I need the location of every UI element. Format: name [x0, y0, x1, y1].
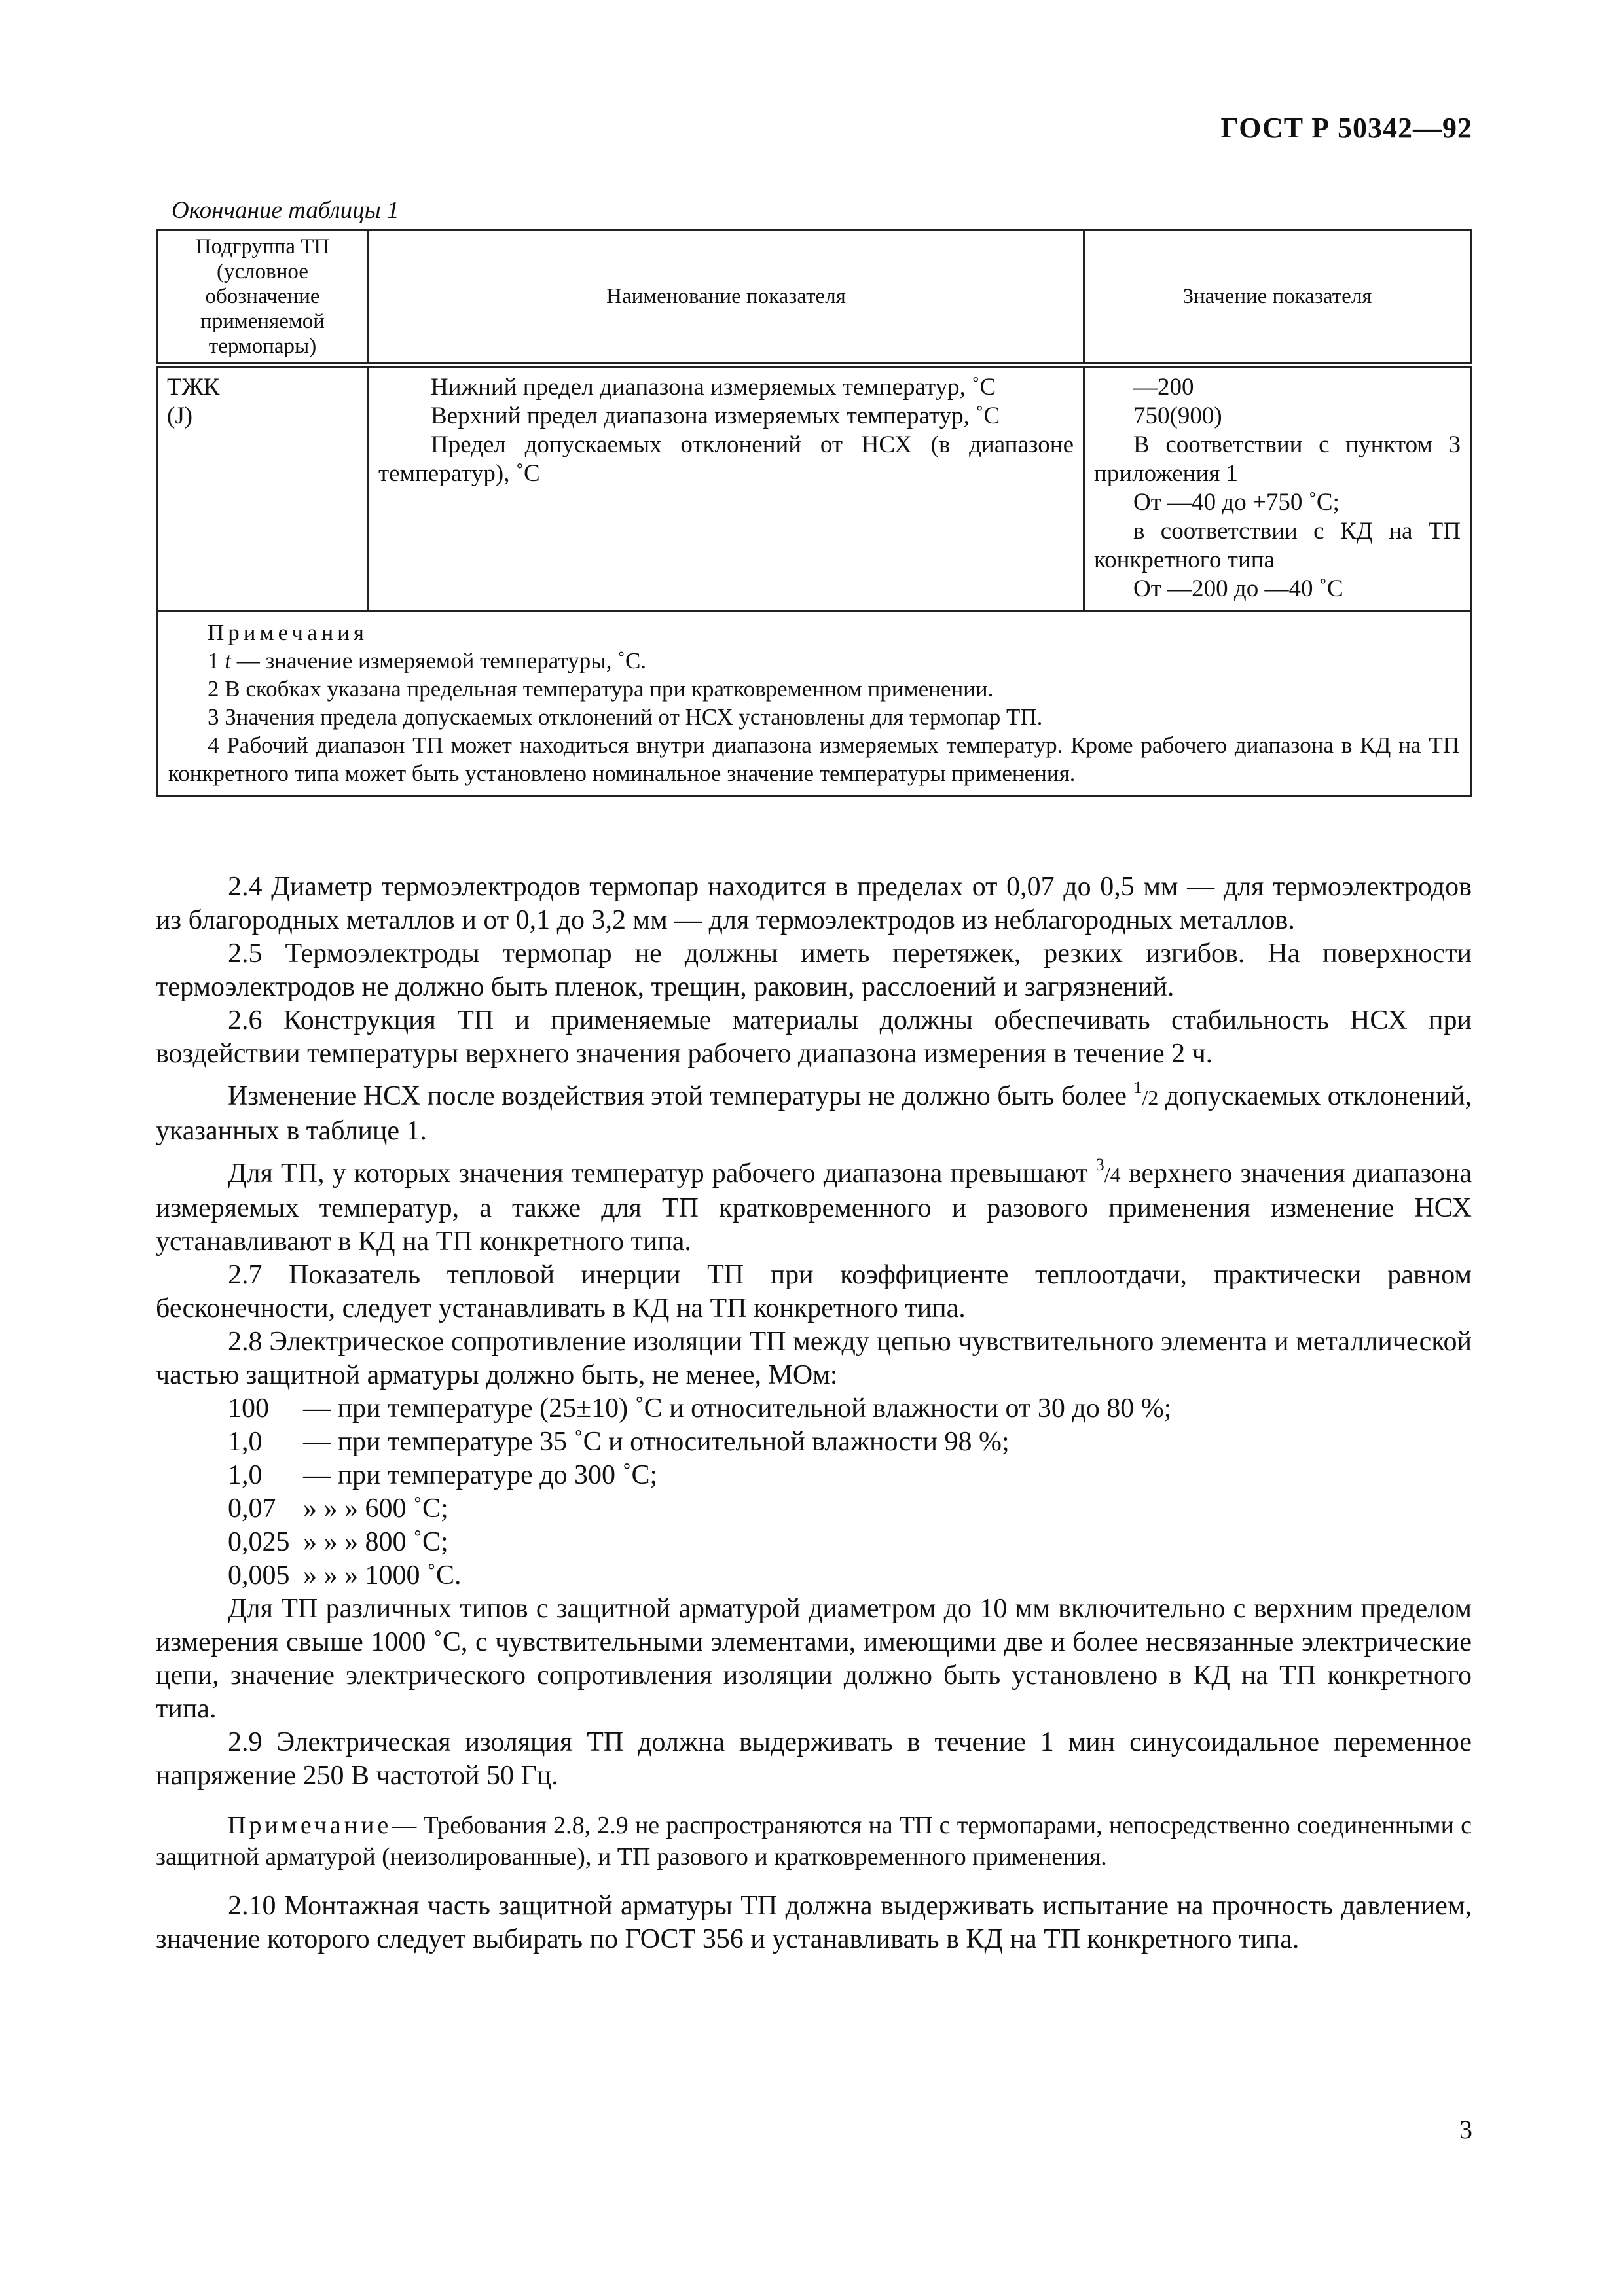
table-notes — [157, 611, 1471, 797]
paragraph-2-9: 2.9 Электрическая изоляция ТП должна выдерживать в течение 1 мин синусоидальное переменное напряжение 250 В частотой 50 Гц. — [156, 1727, 1472, 1791]
note-1 — [168, 647, 1459, 675]
note-text: — Требования 2.8, 2.9 не распространяются на ТП с термопарами, непосредственно соединенными с защитной арматурой (неизолированные), и ТП разового и кратковременного применения. — [156, 1812, 1472, 1871]
resistance-condition: » » » 600 ˚С; — [303, 1494, 448, 1524]
fraction-denominator: /2 — [1142, 1086, 1159, 1109]
paragraph-text: Для ТП, у которых значения температур рабочего диапазона превышают — [228, 1158, 1088, 1189]
resistance-list — [156, 1392, 1472, 1592]
table-header-row — [157, 230, 1471, 365]
indicator-value: От —200 до —40 ˚С — [1133, 575, 1343, 602]
list-item — [156, 1559, 1472, 1592]
paragraph-2-7: 2.7 Показатель тепловой инерции ТП при коэффициенте теплоотдачи, практически равном бесконечности, следует устанавливать в КД на ТП конкретного типа. — [156, 1260, 1472, 1323]
table-caption: Окончание таблицы 1 — [172, 197, 399, 224]
note-2: 2 В скобках указана предельная температура при кратковременном применении. — [208, 676, 994, 702]
cell-indicator-values — [1084, 365, 1471, 611]
note-4: 4 Рабочий диапазон ТП может находиться внутри диапазона измеряемых температур. Кроме рабочего диапазона в КД на ТП конкретного типа может быть установлено номинальное значение температуры применения. — [168, 732, 1459, 786]
resistance-condition: — при температуре (25±10) ˚С и относительной влажности от 30 до 80 %; — [303, 1393, 1172, 1424]
note-1-number: 1 — [208, 648, 219, 673]
resistance-condition: » » » 1000 ˚С. — [303, 1560, 462, 1590]
table-row — [157, 365, 1471, 611]
cell-indicator-names — [369, 365, 1084, 611]
indicator-value: От —40 до +750 ˚С; — [1133, 489, 1340, 516]
paragraph-text: верхнего значения диапазона измеряемых температур, а также для ТП кратковременного и разового применения изменение НСХ устанавливают в КД на ТП конкретного типа. — [156, 1158, 1472, 1257]
indicator-value: 750(900) — [1133, 403, 1222, 429]
fraction-denominator: /4 — [1104, 1163, 1121, 1187]
indicator-name: Верхний предел диапазона измеряемых температур, ˚С — [431, 403, 1000, 429]
standard-designation: ГОСТ Р 50342—92 — [1220, 112, 1472, 144]
col-header-indicator-name: Наименование показателя — [369, 230, 1084, 365]
list-item — [156, 1526, 1472, 1559]
indicator-value: в соответствии с КД на ТП — [1133, 518, 1461, 545]
paragraph-2-6-exceed — [156, 1148, 1472, 1259]
cell-subgroup — [157, 365, 369, 611]
note-3: 3 Значения предела допускаемых отклонений от НСХ установлены для термопар ТП. — [208, 704, 1043, 730]
resistance-value: 100 — [228, 1393, 269, 1424]
resistance-condition: » » » 800 ˚С; — [303, 1527, 448, 1557]
indicator-value: приложения 1 — [1094, 460, 1239, 487]
fraction-numerator: 1 — [1133, 1078, 1142, 1097]
resistance-condition: — при температуре до 300 ˚С; — [303, 1460, 658, 1490]
paragraph-text: Изменение НСХ после воздействия этой температуры не должно быть более — [228, 1081, 1127, 1111]
paragraph-2-10: 2.10 Монтажная часть защитной арматуры ТП должна выдерживать испытание на прочность давлением, значение которого следует выбирать по ГОСТ 356 и устанавливать в КД на ТП конкретного типа. — [156, 1891, 1472, 1954]
paragraph-2-6-change — [156, 1071, 1472, 1148]
resistance-condition: — при температуре 35 ˚С и относительной влажности 98 %; — [303, 1427, 1010, 1457]
paragraph-text: допускаемых отклонений, указанных в таблице 1. — [156, 1081, 1472, 1146]
table-1 — [156, 229, 1472, 797]
page-number: 3 — [1459, 2115, 1472, 2144]
note-1-variable: t — [225, 648, 231, 673]
subgroup-code: ТЖК — [167, 374, 220, 401]
resistance-value: 1,0 — [228, 1427, 263, 1457]
notes-title: Примечания — [208, 620, 369, 645]
subgroup-thermocouple: (J) — [167, 403, 193, 429]
resistance-value: 0,07 — [228, 1494, 276, 1524]
indicator-name: Предел допускаемых отклонений от НСХ (в диапазоне температур), ˚С — [378, 431, 1074, 487]
indicator-value: —200 — [1133, 374, 1194, 401]
list-item — [156, 1426, 1472, 1459]
indicator-name: Нижний предел диапазона измеряемых температур, ˚С — [431, 374, 996, 401]
resistance-value: 0,025 — [228, 1527, 290, 1557]
table-notes-row — [157, 611, 1471, 797]
paragraph-2-5: 2.5 Термоэлектроды термопар не должны иметь перетяжек, резких изгибов. На поверхности термоэлектродов не должно быть пленок, трещин, раковин, расслоений и загрязнений. — [156, 939, 1472, 1002]
list-item — [156, 1459, 1472, 1492]
indicator-value: конкретного типа — [1094, 547, 1275, 573]
indicator-value: В соответствии с пунктом 3 — [1133, 431, 1461, 458]
paragraph-2-8-types: Для ТП различных типов с защитной арматурой диаметром до 10 мм включительно с верхним пределом измерения свыше 1000 ˚С, с чувствительными элементами, имеющими две и более несвязанные электрические цепи, значение электрического сопротивления изоляции должно быть установлено в КД на ТП конкретного типа. — [156, 1594, 1472, 1724]
note-paragraph — [156, 1810, 1472, 1873]
paragraph-2-8: 2.8 Электрическое сопротивление изоляции ТП между цепью чувствительного элемента и металлической частью защитной арматуры должно быть, не менее, МОм: — [156, 1327, 1472, 1390]
list-item — [156, 1392, 1472, 1426]
col-header-indicator-value: Значение показателя — [1084, 230, 1471, 365]
note-1-text: — значение измеряемой температуры, ˚С. — [236, 648, 647, 673]
note-label: Примечание — [228, 1812, 392, 1839]
paragraph-2-4: 2.4 Диаметр термоэлектродов термопар находится в пределах от 0,07 до 0,5 мм — для термоэлектродов из благородных металлов и от 0,1 до 3,2 мм — для термоэлектродов из неблагородных металлов. — [156, 872, 1472, 935]
fraction-numerator: 3 — [1095, 1155, 1104, 1174]
body-text — [156, 870, 1472, 1956]
resistance-value: 0,005 — [228, 1560, 290, 1590]
col-header-subgroup: Подгруппа ТП (условное обозначение применяемой термопары) — [157, 230, 369, 365]
paragraph-2-6: 2.6 Конструкция ТП и применяемые материалы должны обеспечивать стабильность НСХ при воздействии температуры верхнего значения рабочего диапазона измерения в течение 2 ч. — [156, 1005, 1472, 1069]
resistance-value: 1,0 — [228, 1460, 263, 1490]
list-item — [156, 1492, 1472, 1526]
